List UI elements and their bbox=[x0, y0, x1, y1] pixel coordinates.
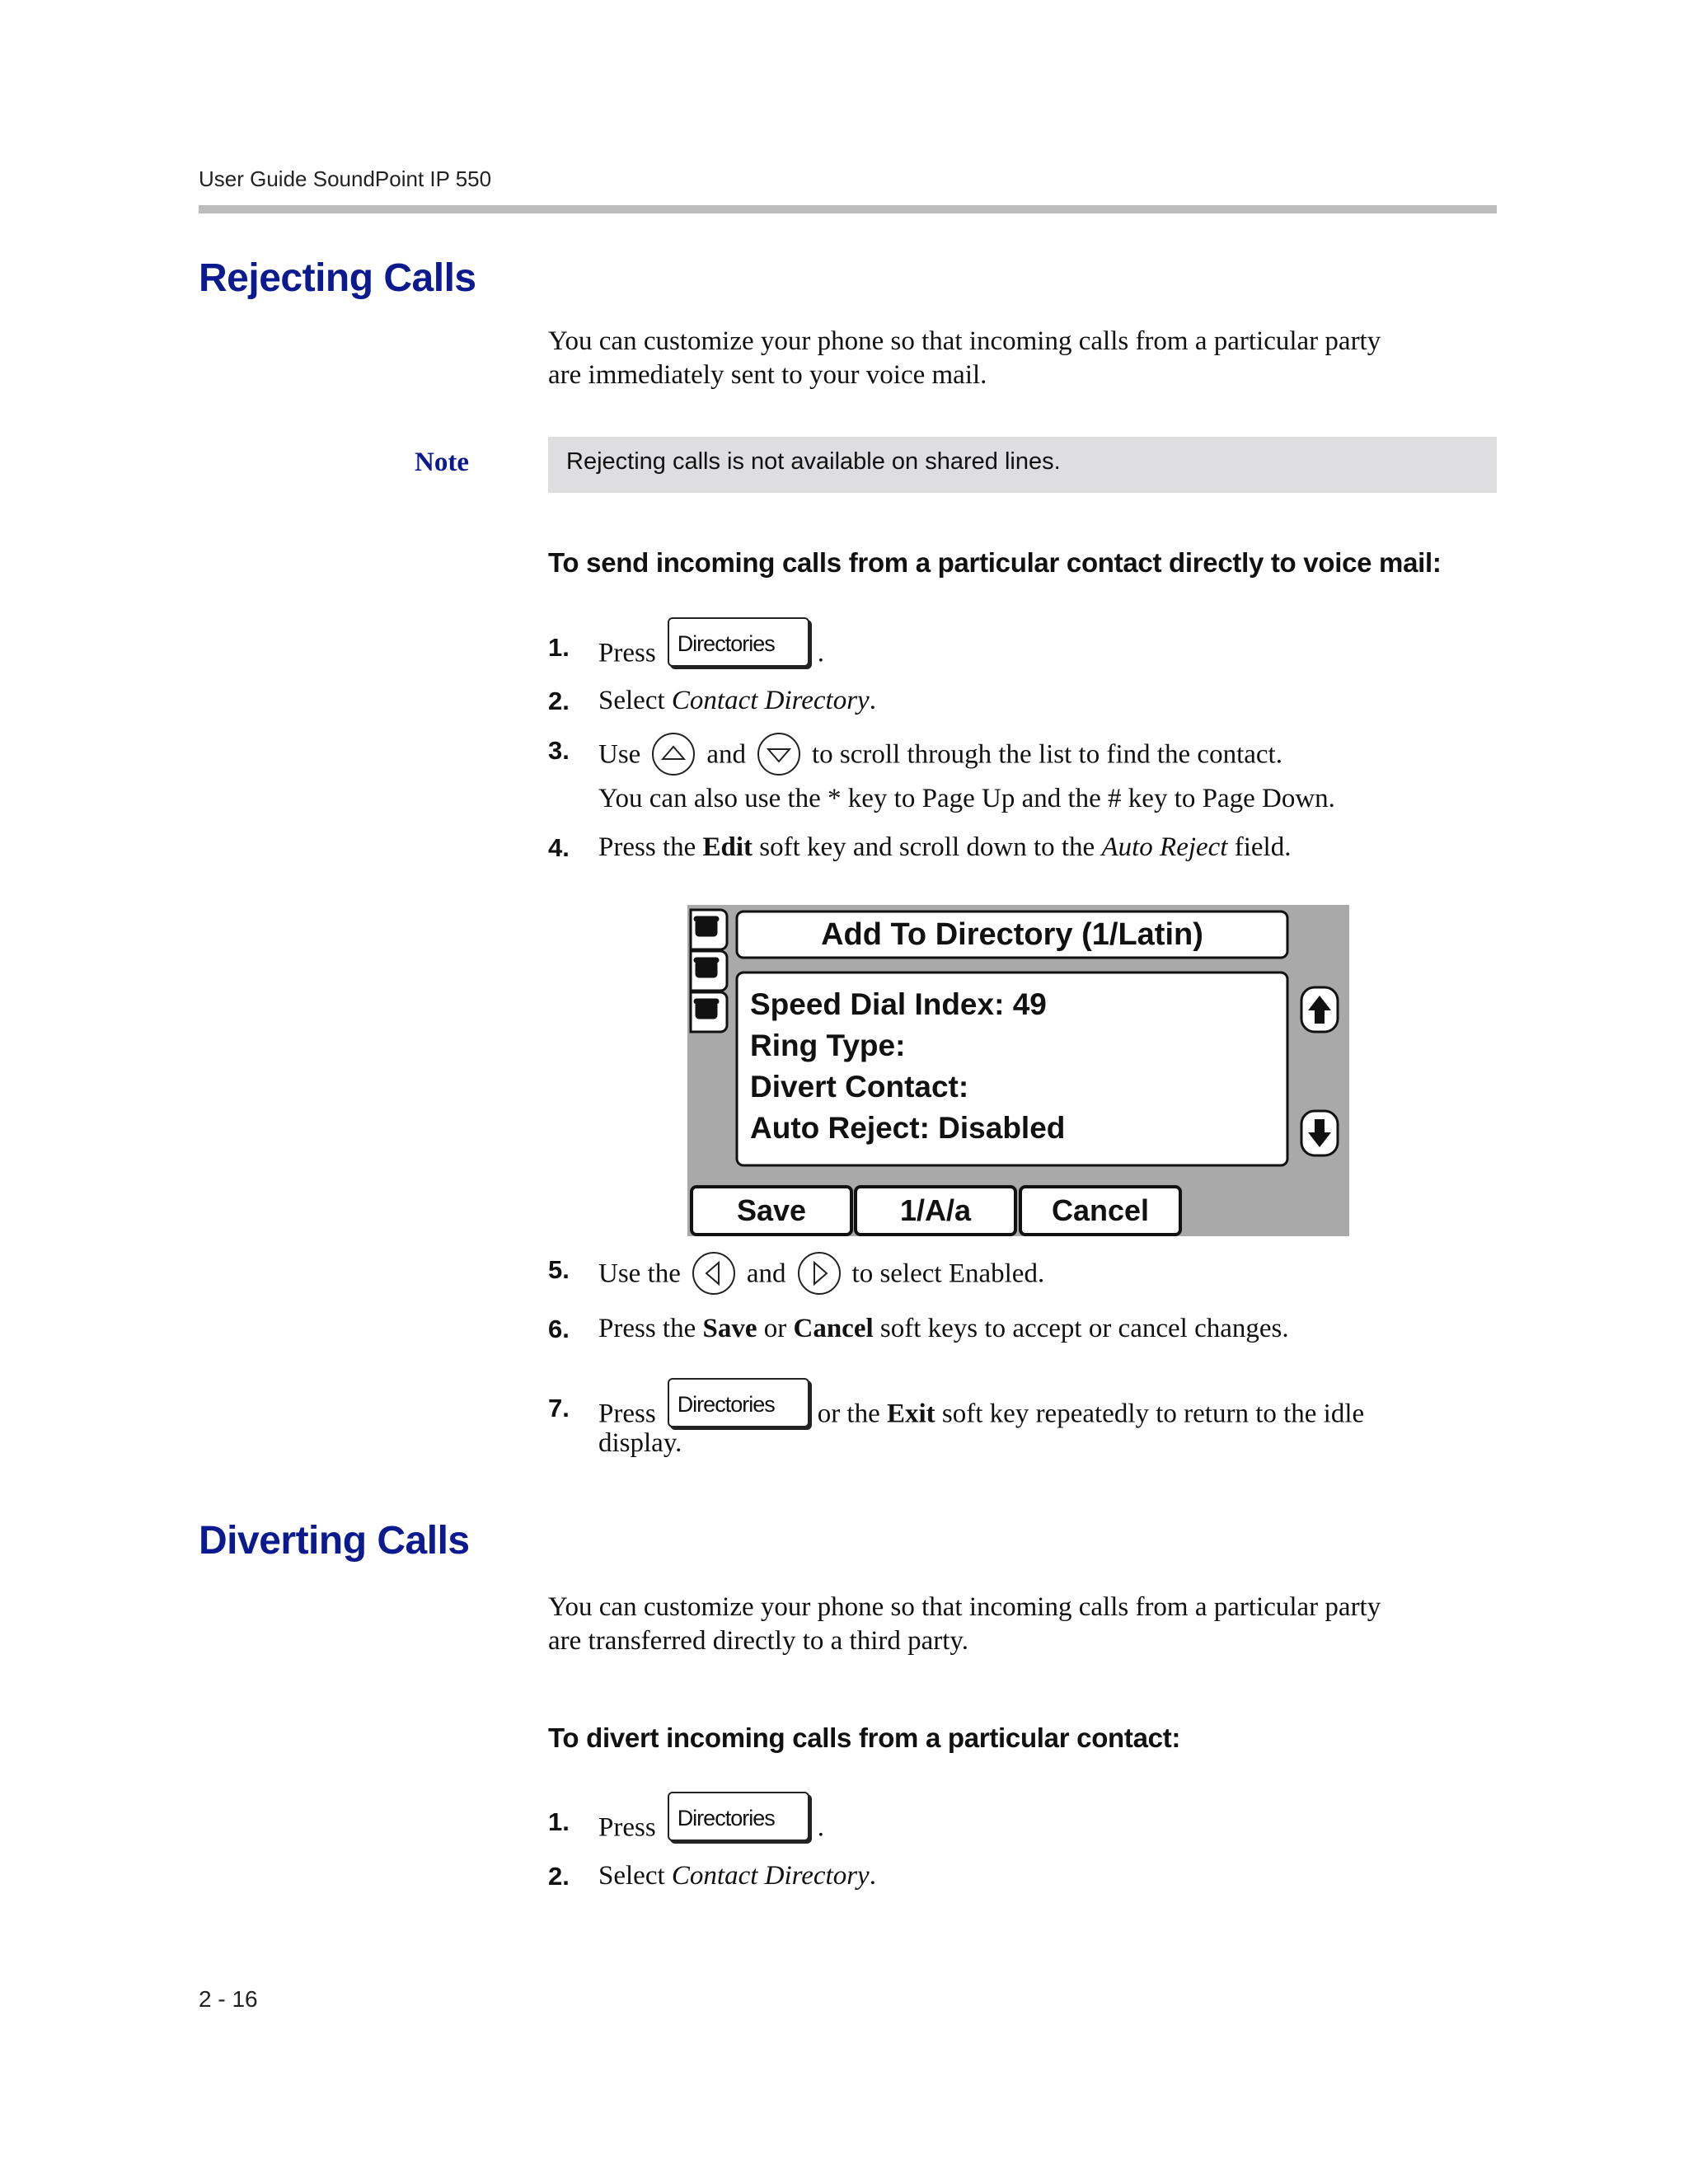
step-bold-cancel: Cancel bbox=[793, 1314, 874, 1343]
header-rule bbox=[199, 205, 1497, 213]
directories-key-label: Directories bbox=[677, 1392, 775, 1417]
line-1-phone-icon bbox=[691, 910, 727, 949]
line-3-phone-icon bbox=[691, 992, 727, 1032]
right-arrow-key-icon[interactable] bbox=[796, 1250, 842, 1296]
section-title-diverting-calls: Diverting Calls bbox=[199, 1519, 470, 1563]
step-text: . bbox=[817, 638, 824, 668]
note-label: Note bbox=[415, 448, 469, 477]
step-text: soft keys to accept or cancel changes. bbox=[873, 1314, 1289, 1343]
step-text-continuation: display. bbox=[598, 1428, 682, 1458]
step-bold-save: Save bbox=[702, 1314, 757, 1343]
step-text: Select bbox=[598, 1861, 672, 1891]
step-text: to scroll through the list to find the contact. bbox=[811, 739, 1282, 770]
step-number: 7. bbox=[548, 1394, 570, 1422]
line-2-phone-icon bbox=[691, 951, 727, 991]
step-1-reject bbox=[548, 630, 1504, 680]
section2-intro bbox=[548, 1591, 1504, 1658]
step-text: Use the bbox=[598, 1258, 681, 1289]
step-emphasis: Contact Directory bbox=[671, 686, 870, 715]
step-text: Press the bbox=[598, 1314, 703, 1343]
step-text: or the bbox=[817, 1399, 887, 1429]
procedure-title-reject: To send incoming calls from a particular contact directly to voice mail: bbox=[548, 547, 1442, 578]
screen-field-divert-contact: Divert Contact: bbox=[750, 1070, 969, 1104]
screen-field-speed-dial: Speed Dial Index: 49 bbox=[750, 987, 1047, 1021]
procedure-title-divert: To divert incoming calls from a particular contact: bbox=[548, 1722, 1181, 1753]
softkey-cancel[interactable]: Cancel bbox=[1051, 1193, 1150, 1227]
screen-field-auto-reject: Auto Reject: Disabled bbox=[750, 1111, 1066, 1145]
directories-key-button[interactable] bbox=[668, 617, 809, 667]
section-title-rejecting-calls: Rejecting Calls bbox=[199, 256, 476, 300]
step-text: . bbox=[869, 686, 876, 715]
running-head: User Guide SoundPoint IP 550 bbox=[199, 166, 492, 191]
step-text: soft key and scroll down to the bbox=[753, 832, 1102, 862]
step-text: Press bbox=[598, 638, 656, 668]
softkey-save[interactable]: Save bbox=[736, 1193, 807, 1227]
step-text: Press bbox=[598, 1812, 656, 1843]
step-number: 6. bbox=[548, 1315, 570, 1343]
up-arrow-key-icon[interactable] bbox=[650, 731, 696, 777]
step-text: field. bbox=[1227, 832, 1292, 862]
step-bold-exit: Exit bbox=[887, 1399, 935, 1429]
step-text: Press the bbox=[598, 832, 703, 862]
directories-key-button[interactable] bbox=[668, 1378, 809, 1427]
step-number: 5. bbox=[548, 1255, 570, 1284]
step-text: . bbox=[817, 1812, 824, 1843]
step-number: 3. bbox=[548, 736, 570, 765]
softkey-mode[interactable]: 1/A/a bbox=[899, 1193, 972, 1227]
step-number: 1. bbox=[548, 1807, 570, 1836]
step-number: 1. bbox=[548, 633, 570, 662]
section1-intro-line2: are immediately sent to your voice mail. bbox=[548, 360, 987, 390]
step-text: Use bbox=[598, 739, 641, 770]
directories-key-label: Directories bbox=[677, 1806, 775, 1830]
note-text: Rejecting calls is not available on shared lines. bbox=[566, 448, 1061, 475]
directories-key-button[interactable] bbox=[668, 1792, 809, 1841]
step-number: 2. bbox=[548, 1862, 570, 1891]
step-text: Select bbox=[598, 686, 672, 715]
note-box bbox=[548, 437, 1497, 493]
step-text: or bbox=[757, 1314, 794, 1343]
section2-intro-line2: are transferred directly to a third party. bbox=[548, 1626, 969, 1656]
step-emphasis: Auto Reject bbox=[1101, 832, 1228, 862]
step-text: to select Enabled. bbox=[851, 1258, 1045, 1289]
step-text: and bbox=[706, 739, 746, 770]
section1-intro-line1: You can customize your phone so that incoming calls from a particular party bbox=[548, 326, 1381, 356]
section2-intro-line1: You can customize your phone so that incoming calls from a particular party bbox=[548, 1592, 1381, 1622]
phone-screen-image bbox=[687, 905, 1349, 1236]
scroll-up-icon bbox=[1301, 987, 1338, 1032]
step-text: soft key repeatedly to return to the idle bbox=[935, 1399, 1365, 1429]
step-1-divert bbox=[548, 1805, 1504, 1854]
step-number: 2. bbox=[548, 687, 570, 715]
step-number: 4. bbox=[548, 833, 570, 862]
step-text: Press bbox=[598, 1399, 656, 1429]
step-text: . bbox=[869, 1861, 876, 1891]
screen-title: Add To Directory (1/Latin) bbox=[821, 917, 1203, 952]
scroll-down-icon bbox=[1301, 1111, 1338, 1155]
screen-fields bbox=[750, 984, 1065, 1149]
directories-key-label: Directories bbox=[677, 631, 775, 656]
line-icons bbox=[691, 910, 727, 1032]
screen-field-ring-type: Ring Type: bbox=[750, 1029, 906, 1062]
left-arrow-key-icon[interactable] bbox=[691, 1250, 737, 1296]
section1-intro bbox=[548, 325, 1504, 392]
step-emphasis: Contact Directory bbox=[671, 1861, 870, 1891]
down-arrow-key-icon[interactable] bbox=[756, 731, 802, 777]
step-bold: Edit bbox=[702, 832, 753, 862]
page-number: 2 - 16 bbox=[199, 1986, 258, 2012]
step-text: You can also use the * key to Page Up and the # key to Page Down. bbox=[598, 784, 1335, 813]
step-text: and bbox=[746, 1258, 786, 1289]
